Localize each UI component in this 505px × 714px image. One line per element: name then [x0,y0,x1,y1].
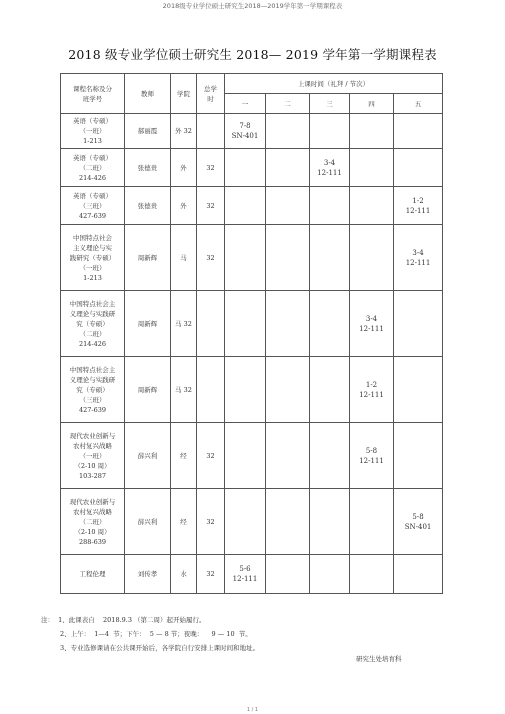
slot-cell-wed [310,225,350,291]
course-cell: 中国特点社会主 义理论与实践研 究（专硕） （三班） 427-639 [61,357,125,423]
course-cell: 现代农业创新与 农村复兴战略 （二班） （2-10 周） 288-639 [61,489,125,555]
course-cell: 现代农业创新与 农村复兴战略 （一班） （2-10 周） 103-287 [61,423,125,489]
slot-cell-wed [310,187,350,225]
slot-cell-fri [394,357,443,423]
slot-cell-thu [350,489,394,555]
slot-cell-wed [310,423,350,489]
slot-cell-tue [266,555,310,594]
college-cell: 水 [171,555,197,594]
teacher-cell: 张德贵 [125,149,171,187]
header-time-group: 上课时间（礼拜 / 节次） [225,74,443,94]
hours-cell: 32 [197,149,225,187]
teacher-cell: 刘传孝 [125,555,171,594]
slot-cell-mon [225,149,266,187]
slot-cell-mon [225,225,266,291]
slot-cell-tue [266,423,310,489]
slot-cell-tue [266,225,310,291]
course-cell: 工程伦理 [61,555,125,594]
hours-cell: 32 [197,555,225,594]
slot-cell-mon [225,489,266,555]
hours-cell [197,291,225,357]
table-row [61,555,443,594]
college-cell: 经 [171,489,197,555]
slot-cell-fri: 3-4 12-111 [394,225,443,291]
note-line: 2、上午： 1—4 节；下午： 5 — 8 节；夜晚： 9 — 10 节。 [60,630,252,638]
college-cell: 外 [171,149,197,187]
slot-cell-mon [225,291,266,357]
table-row [61,187,443,225]
slot-cell-thu: 3-4 12-111 [350,291,394,357]
document-title: 2018 级专业学位硕士研究生 2018— 2019 学年第一学期课程表 [68,47,437,62]
college-cell: 外 32 [171,114,197,149]
teacher-cell: 薛兴利 [125,423,171,489]
table-row [61,114,443,149]
header-row-top [61,74,443,94]
slot-cell-mon [225,423,266,489]
slot-cell-thu: 1-2 12-111 [350,357,394,423]
issuing-office: 研究生处培育科 [356,655,402,663]
table-row [61,225,443,291]
hours-cell [197,357,225,423]
course-cell: 中国特点社会 主义理论与实 践研究（专硕） （一班） 1-213 [61,225,125,291]
college-cell: 外 [171,187,197,225]
header-course: 课程名称及分 班学号 [61,74,125,114]
course-schedule-table [60,73,443,594]
teacher-cell: 张德贵 [125,187,171,225]
slot-cell-thu [350,149,394,187]
teacher-cell: 郝丽霞 [125,114,171,149]
table-row [61,357,443,423]
course-cell: 英语（专硕） （三班） 427-639 [61,187,125,225]
header-college: 学院 [171,74,197,114]
course-cell: 英语（专硕） （二班） 214-426 [61,149,125,187]
header-day-mon: 一 [225,94,266,114]
slot-cell-tue [266,114,310,149]
hours-cell: 32 [197,423,225,489]
header-teacher: 教师 [125,74,171,114]
table-row [61,149,443,187]
slot-cell-mon: 5-6 12-111 [225,555,266,594]
course-cell: 中国特点社会主 义理论与实践研 究（专硕） （二班） 214-426 [61,291,125,357]
hours-cell: 32 [197,489,225,555]
slot-cell-mon [225,357,266,423]
college-cell: 马 32 [171,357,197,423]
slot-cell-thu: 5-8 12-111 [350,423,394,489]
slot-cell-mon [225,187,266,225]
header-day-wed: 三 [310,94,350,114]
slot-cell-fri [394,291,443,357]
slot-cell-thu [350,225,394,291]
slot-cell-wed [310,489,350,555]
table-row [61,489,443,555]
slot-cell-wed [310,291,350,357]
slot-cell-fri [394,423,443,489]
page-header: 2018级专业学位硕士研究生2018—2019学年第一学期课程表 [162,2,343,10]
slot-cell-tue [266,187,310,225]
teacher-cell: 周新辉 [125,291,171,357]
slot-cell-thu [350,187,394,225]
table-row [61,423,443,489]
note-line: 注： 1、此课表自 2018.9.3 （第二周）起开始履行。 [41,616,206,624]
slot-cell-fri: 1-2 12-111 [394,187,443,225]
slot-cell-fri: 5-8 SN-401 [394,489,443,555]
teacher-cell: 周新辉 [125,357,171,423]
slot-cell-wed [310,114,350,149]
teacher-cell: 薛兴利 [125,489,171,555]
slot-cell-wed: 3-4 12-111 [310,149,350,187]
course-cell: 英语（专硕） （一班） 1-213 [61,114,125,149]
slot-cell-tue [266,291,310,357]
hours-cell [197,114,225,149]
slot-cell-tue [266,357,310,423]
slot-cell-tue [266,489,310,555]
hours-cell: 32 [197,187,225,225]
table-row [61,291,443,357]
header-day-thu: 四 [350,94,394,114]
college-cell: 马 32 [171,291,197,357]
slot-cell-fri [394,149,443,187]
notes-section [41,613,461,655]
slot-cell-thu [350,555,394,594]
college-cell: 经 [171,423,197,489]
slot-cell-mon: 7-8 SN-401 [225,114,266,149]
header-day-fri: 五 [394,94,443,114]
slot-cell-tue [266,149,310,187]
note-line: 3、专业选修课请在公共课开始后，各学院自行安排上课时间和地址。 [60,644,260,652]
page-number: 1 / 1 [246,707,259,713]
slot-cell-fri [394,555,443,594]
slot-cell-wed [310,357,350,423]
slot-cell-wed [310,555,350,594]
slot-cell-thu [350,114,394,149]
header-day-tue: 二 [266,94,310,114]
hours-cell: 32 [197,225,225,291]
teacher-cell: 周新辉 [125,225,171,291]
header-hours: 总学 时 [197,74,225,114]
slot-cell-fri [394,114,443,149]
college-cell: 马 [171,225,197,291]
